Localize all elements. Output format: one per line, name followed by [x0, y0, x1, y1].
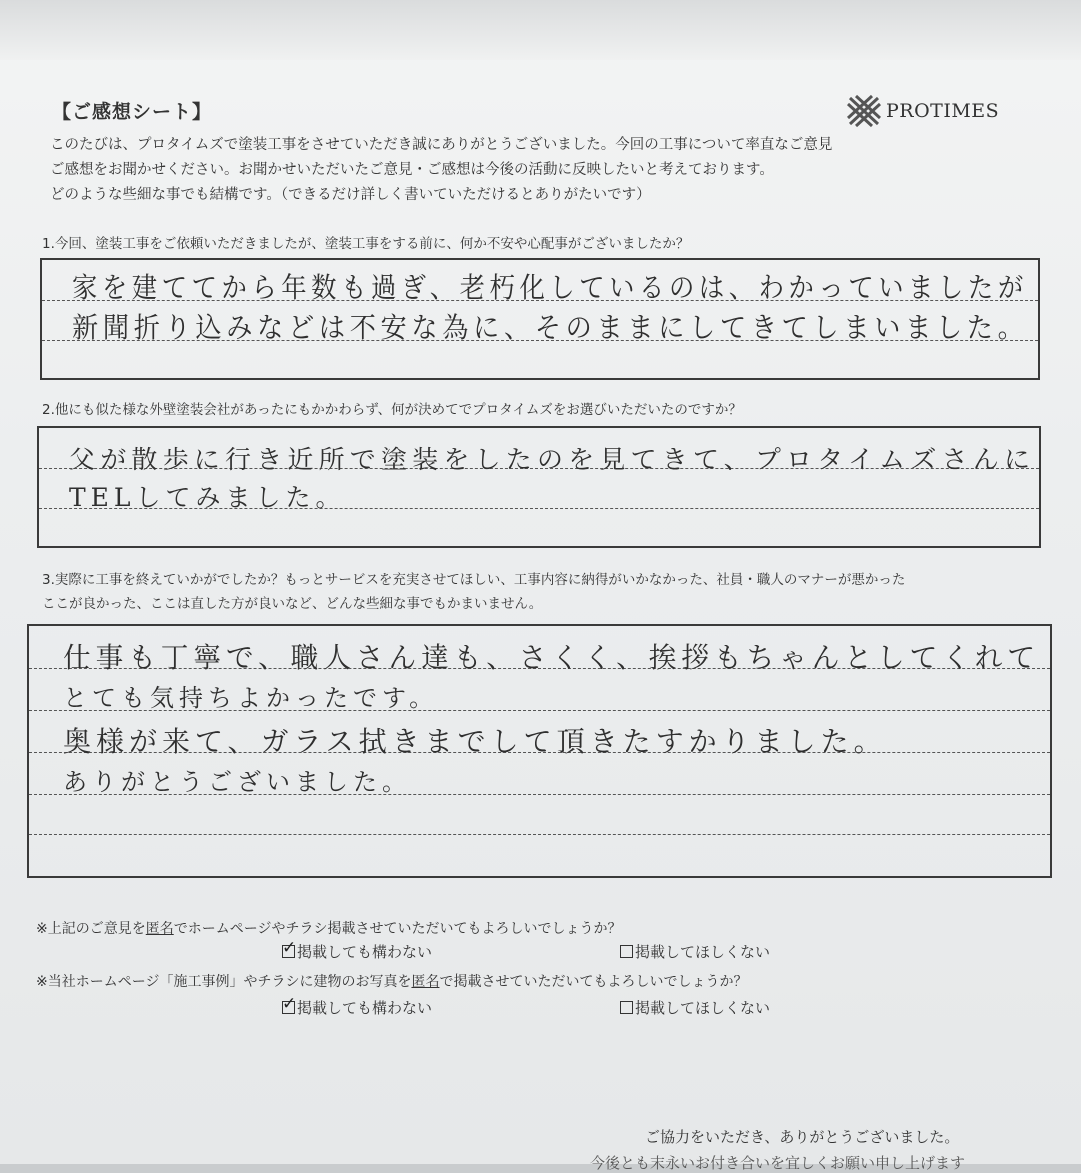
question-3-label-line: ここが良かった、ここは直した方が良いなど、どんな些細な事でもかまいません。: [42, 596, 543, 612]
checkbox-checked-icon[interactable]: [282, 945, 295, 958]
question-3-label-line: 3.実際に工事を終えていかがでしたか？もっとサービスを充実させてほしい、工事内容に納得がいかなかった、社員・職人のマナーが悪かった: [42, 572, 906, 588]
handwritten-answer: ありがとうございました。: [63, 768, 411, 796]
handwritten-answer: 父が散歩に行き近所で塗装をしたのを見てきて、プロタイムズさんに: [69, 445, 1036, 474]
document-title: 【ご感想シート】: [52, 101, 213, 123]
checkbox-checked-icon[interactable]: [282, 1001, 295, 1014]
handwritten-answer: TELしてみました。: [69, 483, 346, 512]
consent-anonymous-underlined: 匿名: [145, 921, 174, 937]
consent-2-yes-option[interactable]: [282, 997, 432, 1018]
consent-1-yes-option[interactable]: [282, 941, 432, 962]
option-label: 掲載してほしくない: [635, 943, 771, 961]
consent-anonymous-underlined: 匿名: [411, 974, 440, 990]
checkbox-empty-icon[interactable]: [620, 945, 633, 958]
option-label: 掲載しても構わない: [297, 999, 433, 1017]
intro-line: どのような些細な事でも結構です。（できるだけ詳しく書いていただけるとありがたいです）: [50, 187, 651, 203]
question-3-label: [42, 568, 905, 616]
handwritten-answer: とても気持ちよかったです。: [63, 684, 439, 712]
closing-cut-line: 今後とも末永いお付き合いを宜しくお願い申し上げます: [590, 1154, 966, 1172]
answer-box-2: [37, 426, 1041, 548]
consent-question-2: [36, 971, 747, 991]
answer-box-3: [27, 624, 1052, 878]
handwritten-answer: 奥様が来て、ガラス拭きまでして頂きたすかりました。: [63, 725, 887, 758]
consent-1-no-option[interactable]: [620, 941, 770, 962]
logo: [846, 94, 999, 128]
intro-line: このたびは、プロタイムズで塗装工事をさせていただき誠にありがとうございました。今回の工事について率直なご意見: [50, 137, 833, 153]
checkbox-empty-icon[interactable]: [620, 1001, 633, 1014]
protimes-logo-icon: [846, 94, 882, 128]
logo-text: PROTIMES: [886, 100, 1000, 122]
question-1-label: 1.今回、塗装工事をご依頼いただきましたが、塗装工事をする前に、何か不安や心配事がございましたか？: [42, 236, 690, 252]
consent-text: で掲載させていただいてもよろしいでしょうか？: [439, 974, 748, 990]
answer-line: [29, 834, 1050, 835]
consent-text: でホームページやチラシ掲載させていただいてもよろしいでしょうか？: [173, 921, 622, 937]
option-label: 掲載してほしくない: [635, 999, 771, 1017]
question-2-label: 2.他にも似た様な外壁塗装会社があったにもかかわらず、何が決めてでプロタイムズをお選びいただいたのですか？: [42, 402, 742, 418]
consent-text: ※上記のご意見を: [36, 921, 146, 937]
answer-box-1: [40, 258, 1040, 380]
option-label: 掲載しても構わない: [297, 943, 433, 961]
intro-line: ご感想をお聞かせください。お聞かせいただいたご意見・ご感想は今後の活動に反映したいと考えております。: [50, 162, 774, 178]
consent-text: ※当社ホームページ「施工事例」やチラシに建物のお写真を: [36, 974, 412, 990]
handwritten-answer: 新聞折り込みなどは不安な為に、そのままにしてきてしまいました。: [72, 311, 1029, 344]
closing-thanks: ご協力をいただき、ありがとうございました。: [645, 1128, 960, 1146]
consent-2-no-option[interactable]: [620, 997, 770, 1018]
handwritten-answer: 家を建ててから年数も過ぎ、老朽化しているのは、わかっていましたが: [72, 271, 1028, 304]
consent-question-1: [36, 918, 621, 938]
intro-text: [50, 133, 832, 208]
handwritten-answer: 仕事も丁寧で、職人さん達も、さくく、挨拶もちゃんとしてくれて: [63, 641, 1041, 674]
